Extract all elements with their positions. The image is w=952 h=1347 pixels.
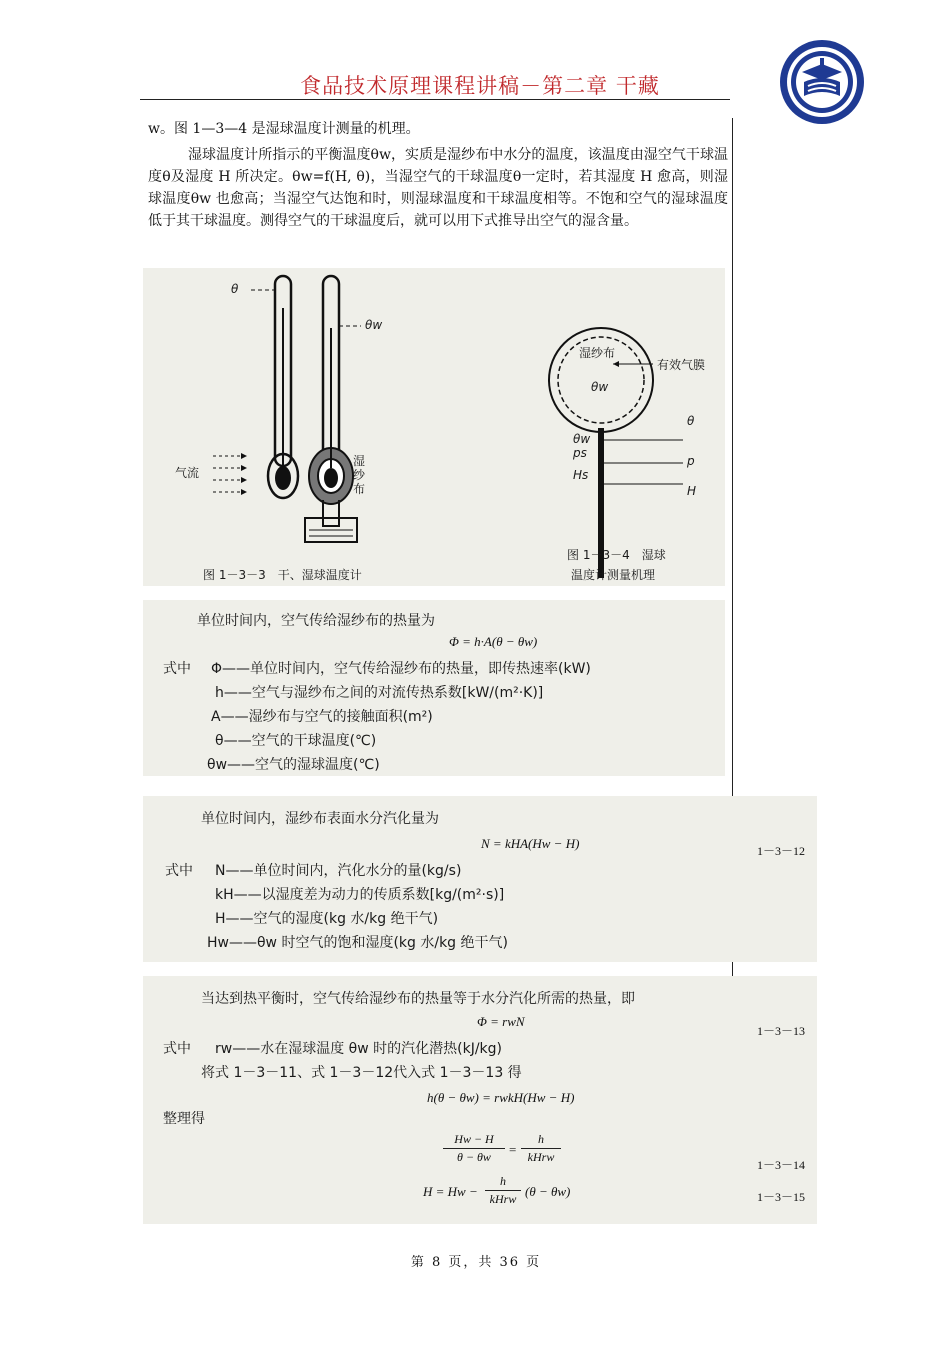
eq3-formula2: h(θ − θw) = rwkH(Hw − H)	[427, 1090, 575, 1105]
eq2-def: N——单位时间内，汽化水分的量(kg/s)	[215, 863, 462, 879]
figure-thermometers	[143, 268, 725, 586]
eq15-left: H = Hw −	[423, 1184, 478, 1199]
eq14-right-fraction	[521, 1132, 561, 1165]
label-theta-mech: θ	[687, 414, 695, 428]
frac-numerator: Hw − H	[454, 1132, 494, 1146]
eq2-where: 式中	[165, 863, 193, 879]
label-theta-w: θw	[365, 318, 383, 332]
eq1-def: h——空气与湿纱布之间的对流传热系数[kW/(m²·K)]	[215, 685, 544, 701]
eq3-def: rw——水在湿球温度 θw 时的汽化潜热(kJ/kg)	[215, 1041, 502, 1057]
figure-caption-right-1: 图 1－3－4 湿球	[567, 548, 666, 562]
eq2-intro: 单位时间内，湿纱布表面水分汽化量为	[201, 811, 439, 827]
eq1-def: θ——空气的干球温度(℃)	[215, 733, 377, 749]
eq14-equals: =	[509, 1142, 517, 1157]
eq3-where: 式中	[163, 1041, 191, 1057]
eq2-def: kH——以湿度差为动力的传质系数[kg/(m²·s)]	[215, 887, 505, 903]
eq2-formula: N = kHA(Hw − H)	[481, 836, 580, 851]
label-p: p	[687, 454, 695, 468]
eq2-number: 1－3－12	[757, 844, 806, 858]
eq1-formula: Φ = h·A(θ − θw)	[449, 634, 538, 649]
frac-numerator: h	[500, 1174, 506, 1188]
eq1-def: A——湿纱布与空气的接触面积(m²)	[211, 709, 433, 725]
equation-block-balance	[143, 976, 817, 1224]
figure-caption-left: 图 1－3－3 干、湿球温度计	[203, 568, 362, 582]
eq3-arrange: 整理得	[163, 1111, 205, 1127]
label-H: H	[687, 484, 697, 498]
equation-block-heat	[143, 600, 725, 776]
eq1-where: 式中	[163, 661, 191, 677]
label-wet-cloth-vertical: 湿纱布	[353, 454, 366, 496]
thermometer-diagram	[143, 268, 725, 586]
label-effective-film: 有效气膜	[657, 358, 706, 372]
eq1-intro: 单位时间内，空气传给湿纱布的热量为	[197, 613, 435, 629]
eq14-number: 1－3－14	[757, 1158, 806, 1172]
eq1-def: θw——空气的湿球温度(℃)	[207, 757, 380, 773]
frac-denominator: θ − θw	[457, 1150, 491, 1164]
eq3-number: 1－3－13	[757, 1024, 806, 1038]
paragraph-wet-bulb: 湿球温度计所指示的平衡温度θw，实质是湿纱布中水分的温度，该温度由湿空气干球温度θ及湿度 H 所决定。θw=f(H, θ)，当湿空气的干球温度θ一定时，若其湿度 H 愈高，则湿球温度θw 也愈高；当湿空气达饱和时，则湿球温度和干球温度相等。不饱和空气的湿球温度低于其干球温度。测得空气的干球温度后，就可以用下式推导出空气的湿含量。	[148, 147, 728, 229]
university-seal-icon	[778, 38, 866, 126]
eq3-substitution: 将式 1－3－11、式 1－3－12代入式 1－3－13 得	[201, 1065, 522, 1081]
eq3-formula: Φ = rwN	[477, 1014, 525, 1029]
page-footer: 第 8 页，共 36 页	[410, 1255, 542, 1270]
label-theta-w-line: θw	[573, 432, 591, 446]
label-theta-w-mech: θw	[591, 380, 609, 394]
eq14-left-fraction	[443, 1132, 505, 1165]
frac-denominator: kHrw	[527, 1150, 555, 1164]
eq3-intro: 当达到热平衡时，空气传给湿纱布的热量等于水分汽化所需的热量，即	[201, 991, 635, 1007]
paragraph-intro: w。图 1—3—4 是湿球温度计测量的机理。	[148, 121, 420, 137]
equation-block-vaporization	[143, 796, 817, 962]
eq15-number: 1－3－15	[757, 1190, 806, 1204]
page-header-title: 食品技术原理课程讲稿－第二章 干藏	[300, 74, 660, 98]
eq2-def: H——空气的湿度(kg 水/kg 绝干气)	[215, 911, 439, 927]
label-Hs: Hs	[573, 468, 589, 482]
header-divider	[140, 99, 730, 100]
eq2-def: Hw——θw 时空气的饱和湿度(kg 水/kg 绝干气)	[207, 935, 508, 951]
figure-caption-right-2: 温度计测量机理	[571, 568, 656, 582]
eq15-right: (θ − θw)	[525, 1184, 571, 1199]
label-airflow: 气流	[175, 466, 200, 480]
frac-numerator: h	[538, 1132, 544, 1146]
frac-denominator: kHrw	[489, 1192, 517, 1206]
label-wet-cloth: 湿纱布	[579, 346, 616, 360]
eq1-def: Φ——单位时间内，空气传给湿纱布的热量，即传热速率(kW)	[211, 661, 591, 677]
label-ps: ps	[573, 446, 587, 460]
label-theta: θ	[231, 282, 239, 296]
eq15-fraction	[485, 1174, 521, 1207]
